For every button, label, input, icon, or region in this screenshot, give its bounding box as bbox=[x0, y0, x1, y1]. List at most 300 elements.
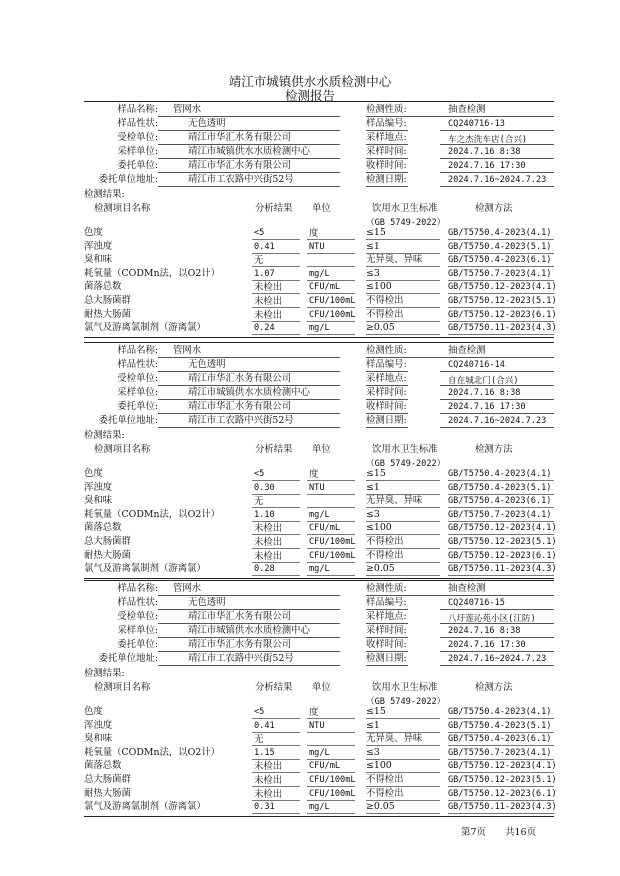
value-sampling-time: 2024.7.16 8:38 bbox=[448, 626, 521, 636]
value-sampling-unit: 靖江市城镇供水水质检测中心 bbox=[188, 625, 310, 636]
row-standard: 无异臭、异味 bbox=[366, 254, 423, 266]
value-receive-time: 2024.7.16 17:30 bbox=[448, 640, 526, 650]
field-underline bbox=[440, 158, 554, 159]
row-unit: CFU/100mL bbox=[309, 309, 356, 320]
label-receive-time: 收样时间: bbox=[366, 639, 407, 650]
row-method: GB/T5750.12-2023(6.1) bbox=[448, 309, 557, 320]
row-item: 耐热大肠菌 bbox=[84, 549, 131, 561]
row-method: GB/T5750.7-2023(4.1) bbox=[448, 268, 552, 279]
label-test-nature: 检测性质: bbox=[366, 104, 407, 115]
label-inspected-unit: 受检单位: bbox=[117, 132, 158, 143]
section-bottom-rule bbox=[84, 578, 554, 579]
row-result: 未检出 bbox=[254, 309, 283, 321]
field-underline bbox=[366, 609, 408, 610]
cell-underline bbox=[448, 494, 554, 495]
value-test-date: 2024.7.16~2024.7.23 bbox=[448, 175, 547, 185]
label-sample-name: 样品名称: bbox=[117, 104, 158, 115]
field-underline bbox=[366, 371, 408, 372]
row-result: 无 bbox=[254, 255, 264, 267]
row-standard: ≤3 bbox=[366, 508, 380, 520]
cell-underline bbox=[448, 548, 554, 549]
cell-underline bbox=[252, 759, 300, 760]
row-standard: 无异臭、异味 bbox=[366, 733, 423, 745]
field-underline bbox=[158, 413, 340, 414]
col-method-header: 检测方法 bbox=[475, 682, 513, 693]
cell-underline bbox=[252, 548, 300, 549]
row-unit: CFU/mL bbox=[309, 282, 341, 293]
field-underline bbox=[158, 609, 340, 610]
cell-underline bbox=[307, 745, 355, 746]
results-label: 检测结果: bbox=[84, 430, 125, 441]
row-item: 耗氧量（CODMn法，以O2计） bbox=[84, 267, 221, 279]
cell-underline bbox=[448, 575, 554, 576]
row-item: 浑浊度 bbox=[84, 240, 113, 252]
row-standard: ≥0.05 bbox=[366, 801, 395, 813]
row-result: 未检出 bbox=[254, 523, 283, 535]
label-receive-time: 收样时间: bbox=[366, 401, 407, 412]
cell-underline bbox=[252, 494, 300, 495]
cell-underline bbox=[252, 800, 300, 801]
value-entrust-unit: 靖江市华汇水务有限公司 bbox=[188, 401, 292, 412]
row-unit: CFU/mL bbox=[309, 523, 341, 534]
cell-underline bbox=[448, 772, 554, 773]
field-underline bbox=[158, 158, 340, 159]
cell-underline bbox=[307, 718, 355, 719]
cell-underline bbox=[252, 562, 300, 563]
field-underline bbox=[440, 371, 554, 372]
row-standard: 不得检出 bbox=[366, 787, 404, 799]
field-underline bbox=[440, 413, 554, 414]
row-unit: mg/L bbox=[309, 802, 330, 813]
row-method: GB/T5750.12-2023(6.1) bbox=[448, 788, 557, 799]
value-entrust-addr: 靖江市工农路中兴街52号 bbox=[188, 174, 294, 185]
row-unit: CFU/mL bbox=[309, 761, 341, 772]
field-underline bbox=[440, 385, 554, 386]
field-underline bbox=[440, 144, 554, 145]
cell-underline bbox=[448, 745, 554, 746]
report-org: 靖江市城镇供水水质检测中心 bbox=[228, 74, 392, 89]
col-std-sub-header: （GB 5749-2022） bbox=[366, 697, 446, 707]
field-underline bbox=[366, 651, 408, 652]
field-underline bbox=[158, 172, 340, 173]
row-result: 1.15 bbox=[254, 747, 275, 758]
row-unit: CFU/100mL bbox=[309, 296, 356, 306]
cell-underline bbox=[252, 507, 300, 508]
cell-underline bbox=[448, 813, 554, 814]
row-standard: 不得检出 bbox=[366, 295, 404, 306]
row-item: 氯气及游离氯制剂（游离氯） bbox=[84, 322, 206, 334]
row-item: 总大肠菌群 bbox=[84, 295, 131, 306]
field-underline bbox=[440, 399, 554, 400]
row-standard: 不得检出 bbox=[366, 308, 404, 320]
row-item: 耐热大肠菌 bbox=[84, 308, 131, 320]
field-underline bbox=[158, 665, 340, 666]
label-test-date: 检测日期: bbox=[366, 174, 407, 185]
value-sampling-site: 八圩莲沁苑小区(江防) bbox=[448, 614, 536, 624]
section-bottom-rule bbox=[84, 337, 554, 338]
report-title: 检测报告 bbox=[284, 88, 335, 103]
col-method-header: 检测方法 bbox=[475, 203, 513, 214]
row-item: 氯气及游离氯制剂（游离氯） bbox=[84, 563, 206, 575]
row-item: 氯气及游离氯制剂（游离氯） bbox=[84, 801, 206, 813]
row-standard: ≤1 bbox=[366, 481, 380, 493]
cell-underline bbox=[307, 759, 355, 760]
cell-underline bbox=[448, 534, 554, 535]
row-standard: 不得检出 bbox=[366, 549, 404, 561]
cell-underline bbox=[448, 307, 554, 308]
row-method: GB/T5750.4-2023(6.1) bbox=[448, 734, 552, 745]
row-standard: 无异臭、异味 bbox=[366, 495, 423, 507]
cell-underline bbox=[307, 772, 355, 773]
cell-underline bbox=[307, 575, 355, 576]
row-standard: ≤15 bbox=[366, 227, 386, 238]
field-underline bbox=[158, 623, 340, 624]
row-result: 无 bbox=[254, 496, 264, 508]
col-item-header: 检测项目名称 bbox=[94, 203, 151, 214]
row-standard: ≤15 bbox=[366, 468, 386, 479]
field-underline bbox=[158, 637, 340, 638]
cell-underline bbox=[307, 732, 355, 733]
value-entrust-addr: 靖江市工农路中兴街52号 bbox=[188, 653, 294, 664]
cell-underline bbox=[307, 534, 355, 535]
cell-underline bbox=[366, 334, 440, 335]
label-entrust-unit: 委托单位: bbox=[117, 160, 158, 171]
value-receive-time: 2024.7.16 17:30 bbox=[448, 161, 526, 171]
field-underline bbox=[158, 651, 340, 652]
row-method: GB/T5750.4-2023(5.1) bbox=[448, 720, 552, 731]
row-method: GB/T5750.7-2023(4.1) bbox=[448, 509, 552, 520]
field-underline bbox=[440, 651, 554, 652]
row-method: GB/T5750.12-2023(4.1) bbox=[448, 282, 557, 293]
field-underline bbox=[158, 371, 340, 372]
cell-underline bbox=[307, 548, 355, 549]
field-underline bbox=[366, 665, 408, 666]
row-standard: 不得检出 bbox=[366, 536, 404, 547]
value-sampling-time: 2024.7.16 8:38 bbox=[448, 388, 521, 398]
cell-underline bbox=[307, 280, 355, 281]
col-item-header: 检测项目名称 bbox=[94, 444, 151, 455]
cell-underline bbox=[252, 480, 300, 481]
value-inspected-unit: 靖江市华汇水务有限公司 bbox=[188, 373, 292, 384]
row-item: 耗氧量（CODMn法，以O2计） bbox=[84, 508, 221, 520]
field-underline bbox=[366, 357, 554, 358]
row-method: GB/T5750.12-2023(5.1) bbox=[448, 775, 557, 785]
cell-underline bbox=[252, 786, 300, 787]
field-underline bbox=[440, 130, 554, 131]
row-unit: CFU/100mL bbox=[309, 788, 356, 799]
field-underline bbox=[158, 116, 340, 117]
row-method: GB/T5750.12-2023(4.1) bbox=[448, 761, 557, 772]
row-item: 菌落总数 bbox=[84, 522, 122, 534]
row-method: GB/T5750.11-2023(4.3) bbox=[448, 323, 557, 334]
value-sampling-site: 自在城北门(合兴) bbox=[448, 376, 519, 386]
cell-underline bbox=[307, 239, 355, 240]
field-underline bbox=[366, 399, 408, 400]
row-method: GB/T5750.12-2023(4.1) bbox=[448, 523, 557, 534]
cell-underline bbox=[307, 321, 355, 322]
row-method: GB/T5750.11-2023(4.3) bbox=[448, 802, 557, 813]
field-underline bbox=[440, 623, 554, 624]
cell-underline bbox=[252, 521, 300, 522]
row-result: 未检出 bbox=[254, 761, 283, 773]
row-result: 1.07 bbox=[254, 268, 275, 279]
row-standard: ≤1 bbox=[366, 240, 380, 252]
row-result: 未检出 bbox=[254, 788, 283, 800]
row-item: 浑浊度 bbox=[84, 719, 113, 731]
field-underline bbox=[440, 637, 554, 638]
cell-underline bbox=[448, 786, 554, 787]
cell-underline bbox=[252, 745, 300, 746]
section-rule bbox=[84, 342, 554, 343]
cell-underline bbox=[252, 266, 300, 267]
col-std-header: 饮用水卫生标准 bbox=[372, 682, 438, 693]
section-rule bbox=[84, 101, 554, 102]
cell-underline bbox=[252, 772, 300, 773]
col-unit-header: 单位 bbox=[312, 682, 331, 693]
field-underline bbox=[366, 172, 408, 173]
cell-underline bbox=[448, 266, 554, 267]
cell-underline bbox=[448, 253, 554, 254]
col-result-header: 分析结果 bbox=[255, 203, 293, 214]
cell-underline bbox=[448, 759, 554, 760]
label-sampling-time: 采样时间: bbox=[366, 625, 407, 636]
row-result: <5 bbox=[254, 469, 265, 479]
row-unit: mg/L bbox=[309, 268, 330, 279]
row-result: 无 bbox=[254, 734, 264, 746]
cell-underline bbox=[307, 307, 355, 308]
row-item: 色度 bbox=[84, 706, 103, 717]
value-sample-traits: 无色透明 bbox=[188, 597, 226, 608]
value-sampling-unit: 靖江市城镇供水水质检测中心 bbox=[188, 387, 310, 398]
field-underline bbox=[366, 130, 408, 131]
field-underline bbox=[440, 665, 554, 666]
label-entrust-addr: 委托单位地址: bbox=[98, 415, 158, 426]
cell-underline bbox=[307, 800, 355, 801]
label-sampling-site: 采样地点: bbox=[366, 373, 407, 384]
label-sample-no: 样品编号: bbox=[366, 118, 407, 129]
field-underline bbox=[158, 357, 340, 358]
row-standard: ≤100 bbox=[366, 760, 392, 772]
row-item: 色度 bbox=[84, 227, 103, 238]
field-underline bbox=[366, 637, 408, 638]
row-item: 色度 bbox=[84, 468, 103, 479]
row-item: 耐热大肠菌 bbox=[84, 787, 131, 799]
value-sample-name: 管网水 bbox=[173, 583, 202, 594]
row-unit: mg/L bbox=[309, 509, 330, 520]
row-result: 未检出 bbox=[254, 775, 283, 786]
field-underline bbox=[366, 116, 554, 117]
label-sample-traits: 样品性状: bbox=[117, 597, 158, 608]
cell-underline bbox=[307, 521, 355, 522]
label-receive-time: 收样时间: bbox=[366, 160, 407, 171]
row-method: GB/T5750.4-2023(6.1) bbox=[448, 255, 552, 266]
label-sample-no: 样品编号: bbox=[366, 359, 407, 370]
row-unit: CFU/100mL bbox=[309, 775, 356, 785]
cell-underline bbox=[307, 293, 355, 294]
row-method: GB/T5750.4-2023(6.1) bbox=[448, 496, 552, 507]
row-item: 菌落总数 bbox=[84, 281, 122, 293]
row-result: 未检出 bbox=[254, 282, 283, 294]
row-item: 总大肠菌群 bbox=[84, 774, 131, 785]
cell-underline bbox=[252, 575, 300, 576]
row-standard: ≥0.05 bbox=[366, 322, 395, 334]
field-underline bbox=[158, 595, 340, 596]
row-standard: ≤1 bbox=[366, 719, 380, 731]
value-entrust-unit: 靖江市华汇水务有限公司 bbox=[188, 639, 292, 650]
cell-underline bbox=[252, 253, 300, 254]
cell-underline bbox=[448, 507, 554, 508]
row-result: 0.30 bbox=[254, 482, 275, 493]
label-sample-no: 样品编号: bbox=[366, 597, 407, 608]
col-std-header: 饮用水卫生标准 bbox=[372, 203, 438, 214]
value-entrust-addr: 靖江市工农路中兴街52号 bbox=[188, 415, 294, 426]
label-sample-traits: 样品性状: bbox=[117, 359, 158, 370]
row-unit: CFU/100mL bbox=[309, 550, 356, 561]
cell-underline bbox=[448, 293, 554, 294]
row-standard: ≤100 bbox=[366, 281, 392, 293]
results-label: 检测结果: bbox=[84, 189, 125, 200]
field-underline bbox=[158, 130, 340, 131]
row-standard: ≤3 bbox=[366, 746, 380, 758]
row-unit: mg/L bbox=[309, 564, 330, 575]
cell-underline bbox=[448, 321, 554, 322]
field-underline bbox=[366, 427, 408, 428]
cell-underline bbox=[448, 718, 554, 719]
value-sample-traits: 无色透明 bbox=[188, 359, 226, 370]
row-item: 臭和味 bbox=[84, 254, 113, 266]
row-unit: 度 bbox=[309, 228, 319, 239]
row-item: 臭和味 bbox=[84, 495, 113, 507]
value-test-nature: 抽查检测 bbox=[448, 583, 486, 594]
field-underline bbox=[366, 623, 408, 624]
row-unit: NTU bbox=[309, 720, 325, 731]
value-sample-traits: 无色透明 bbox=[188, 118, 226, 129]
label-test-date: 检测日期: bbox=[366, 653, 407, 664]
col-std-sub-header: （GB 5749-2022） bbox=[366, 218, 446, 228]
value-sampling-site: 车之杰洗车店(合兴) bbox=[448, 135, 528, 145]
row-result: <5 bbox=[254, 707, 265, 717]
label-entrust-unit: 委托单位: bbox=[117, 401, 158, 412]
field-underline bbox=[366, 144, 408, 145]
row-item: 浑浊度 bbox=[84, 481, 113, 493]
value-test-date: 2024.7.16~2024.7.23 bbox=[448, 654, 547, 664]
value-sampling-unit: 靖江市城镇供水水质检测中心 bbox=[188, 146, 310, 157]
label-sample-name: 样品名称: bbox=[117, 345, 158, 356]
row-result: 0.24 bbox=[254, 323, 275, 334]
cell-underline bbox=[252, 293, 300, 294]
label-test-date: 检测日期: bbox=[366, 415, 407, 426]
label-sampling-unit: 采样单位: bbox=[117, 387, 158, 398]
row-method: GB/T5750.7-2023(4.1) bbox=[448, 747, 552, 758]
cell-underline bbox=[448, 280, 554, 281]
field-underline bbox=[158, 399, 340, 400]
cell-underline bbox=[307, 480, 355, 481]
row-method: GB/T5750.4-2023(5.1) bbox=[448, 241, 552, 252]
row-result: 未检出 bbox=[254, 537, 283, 548]
row-result: 0.28 bbox=[254, 564, 275, 575]
row-standard: ≤15 bbox=[366, 706, 386, 717]
cell-underline bbox=[448, 239, 554, 240]
value-inspected-unit: 靖江市华汇水务有限公司 bbox=[188, 611, 292, 622]
cell-underline bbox=[307, 266, 355, 267]
field-underline bbox=[366, 413, 408, 414]
label-entrust-addr: 委托单位地址: bbox=[98, 653, 158, 664]
row-item: 臭和味 bbox=[84, 733, 113, 745]
value-sample-name: 管网水 bbox=[173, 345, 202, 356]
row-result: 未检出 bbox=[254, 550, 283, 562]
cell-underline bbox=[252, 307, 300, 308]
section-rule bbox=[84, 580, 554, 581]
cell-underline bbox=[252, 718, 300, 719]
cell-underline bbox=[448, 800, 554, 801]
field-underline bbox=[440, 172, 554, 173]
cell-underline bbox=[307, 253, 355, 254]
row-result: <5 bbox=[254, 228, 265, 238]
page-total: 共16页 bbox=[505, 827, 537, 838]
cell-underline bbox=[307, 786, 355, 787]
row-method: GB/T5750.12-2023(6.1) bbox=[448, 550, 557, 561]
col-std-header: 饮用水卫生标准 bbox=[372, 444, 438, 455]
value-test-date: 2024.7.16~2024.7.23 bbox=[448, 416, 547, 426]
row-item: 总大肠菌群 bbox=[84, 536, 131, 547]
row-unit: mg/L bbox=[309, 747, 330, 758]
row-unit: NTU bbox=[309, 482, 325, 493]
row-unit: CFU/100mL bbox=[309, 537, 356, 547]
cell-underline bbox=[252, 239, 300, 240]
value-entrust-unit: 靖江市华汇水务有限公司 bbox=[188, 160, 292, 171]
row-method: GB/T5750.12-2023(5.1) bbox=[448, 296, 557, 306]
row-method: GB/T5750.11-2023(4.3) bbox=[448, 564, 557, 575]
cell-underline bbox=[252, 280, 300, 281]
row-standard: ≤100 bbox=[366, 522, 392, 534]
col-item-header: 检测项目名称 bbox=[94, 682, 151, 693]
row-item: 菌落总数 bbox=[84, 760, 122, 772]
label-sampling-time: 采样时间: bbox=[366, 387, 407, 398]
row-standard: ≤3 bbox=[366, 267, 380, 279]
field-underline bbox=[366, 158, 408, 159]
row-result: 未检出 bbox=[254, 296, 283, 307]
value-inspected-unit: 靖江市华汇水务有限公司 bbox=[188, 132, 292, 143]
field-underline bbox=[440, 609, 554, 610]
value-receive-time: 2024.7.16 17:30 bbox=[448, 402, 526, 412]
field-underline bbox=[158, 385, 340, 386]
label-sample-name: 样品名称: bbox=[117, 583, 158, 594]
row-result: 0.41 bbox=[254, 241, 275, 252]
cell-underline bbox=[366, 575, 440, 576]
row-unit: mg/L bbox=[309, 323, 330, 334]
row-standard: 不得检出 bbox=[366, 774, 404, 785]
cell-underline bbox=[366, 813, 440, 814]
value-sample-no: CQ240716-14 bbox=[448, 360, 505, 370]
value-sample-no: CQ240716-15 bbox=[448, 598, 505, 608]
row-unit: 度 bbox=[309, 707, 319, 718]
cell-underline bbox=[448, 480, 554, 481]
col-result-header: 分析结果 bbox=[255, 444, 293, 455]
row-result: 0.31 bbox=[254, 802, 275, 813]
row-unit: NTU bbox=[309, 241, 325, 252]
label-entrust-unit: 委托单位: bbox=[117, 639, 158, 650]
cell-underline bbox=[252, 813, 300, 814]
cell-underline bbox=[252, 334, 300, 335]
cell-underline bbox=[252, 321, 300, 322]
row-item: 耗氧量（CODMn法，以O2计） bbox=[84, 746, 221, 758]
label-sampling-site: 采样地点: bbox=[366, 132, 407, 143]
value-test-nature: 抽查检测 bbox=[448, 345, 486, 356]
value-sample-no: CQ240716-13 bbox=[448, 119, 505, 129]
value-sampling-time: 2024.7.16 8:38 bbox=[448, 147, 521, 157]
cell-underline bbox=[252, 732, 300, 733]
col-unit-header: 单位 bbox=[312, 203, 331, 214]
